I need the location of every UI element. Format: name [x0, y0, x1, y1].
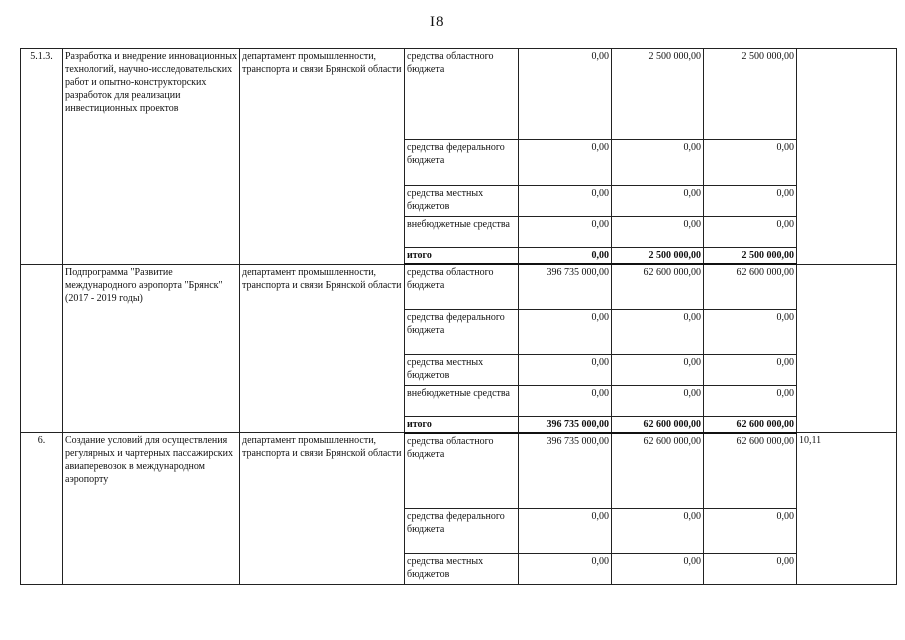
target-indicators: [797, 49, 897, 265]
amount-cell: 0,00: [612, 385, 704, 416]
amount-cell: 62 600 000,00: [612, 264, 704, 309]
amount-cell: 396 735 000,00: [519, 433, 612, 509]
amount-cell: 396 735 000,00: [519, 264, 612, 309]
funding-source: средства областного бюджета: [405, 49, 519, 140]
amount-cell: 2 500 000,00: [612, 248, 704, 265]
item-name: Разработка и внедрение инновационных технологий, научно-исследовательских работ и опытно-конструкторских разработок для реализации инвестиционных проектов: [63, 49, 240, 265]
target-indicators: [797, 264, 897, 433]
amount-cell: 0,00: [612, 140, 704, 186]
amount-cell: 0,00: [519, 140, 612, 186]
amount-cell: 0,00: [519, 309, 612, 354]
funding-source: средства федерального бюджета: [405, 309, 519, 354]
item-name: Создание условий для осуществления регулярных и чартерных пассажирских авиаперевозок в международном аэропорту: [63, 433, 240, 585]
amount-cell: 0,00: [704, 385, 797, 416]
amount-cell: 0,00: [519, 248, 612, 265]
amount-cell: 2 500 000,00: [704, 49, 797, 140]
item-number: 6.: [21, 433, 63, 585]
funding-source: итого: [405, 416, 519, 433]
funding-source: внебюджетные средства: [405, 385, 519, 416]
amount-cell: 0,00: [704, 509, 797, 554]
amount-cell: 0,00: [704, 186, 797, 217]
target-indicators: 10,11: [797, 433, 897, 585]
table-row: [21, 264, 897, 309]
item-executor: департамент промышленности, транспорта и связи Брянской области: [240, 49, 405, 265]
amount-cell: 0,00: [612, 554, 704, 585]
funding-source: средства местных бюджетов: [405, 554, 519, 585]
funding-source: средства местных бюджетов: [405, 354, 519, 385]
amount-cell: 62 600 000,00: [704, 433, 797, 509]
table-row: [21, 433, 897, 509]
amount-cell: 0,00: [519, 217, 612, 248]
funding-source: итого: [405, 248, 519, 265]
amount-cell: 0,00: [519, 509, 612, 554]
funding-source: средства федерального бюджета: [405, 509, 519, 554]
amount-cell: 0,00: [612, 309, 704, 354]
amount-cell: 62 600 000,00: [612, 433, 704, 509]
item-name: Подпрограмма "Развитие международного аэропорта "Брянск" (2017 - 2019 годы): [63, 264, 240, 433]
amount-cell: 0,00: [612, 217, 704, 248]
funding-source: средства федерального бюджета: [405, 140, 519, 186]
amount-cell: 0,00: [704, 140, 797, 186]
item-number: 5.1.3.: [21, 49, 63, 265]
funding-source: средства областного бюджета: [405, 433, 519, 509]
amount-cell: 0,00: [519, 385, 612, 416]
budget-table: [20, 48, 897, 585]
table-row: [21, 49, 897, 140]
amount-cell: 396 735 000,00: [519, 416, 612, 433]
amount-cell: 0,00: [612, 509, 704, 554]
amount-cell: 0,00: [704, 554, 797, 585]
amount-cell: 0,00: [612, 186, 704, 217]
amount-cell: 0,00: [519, 554, 612, 585]
amount-cell: 62 600 000,00: [704, 264, 797, 309]
amount-cell: 0,00: [519, 354, 612, 385]
funding-source: средства местных бюджетов: [405, 186, 519, 217]
amount-cell: 0,00: [704, 354, 797, 385]
item-executor: департамент промышленности, транспорта и связи Брянской области: [240, 264, 405, 433]
page-number: I8: [430, 14, 445, 30]
item-executor: департамент промышленности, транспорта и связи Брянской области: [240, 433, 405, 585]
amount-cell: 0,00: [519, 49, 612, 140]
funding-source: средства областного бюджета: [405, 264, 519, 309]
amount-cell: 2 500 000,00: [704, 248, 797, 265]
amount-cell: 0,00: [612, 354, 704, 385]
amount-cell: 2 500 000,00: [612, 49, 704, 140]
amount-cell: 62 600 000,00: [704, 416, 797, 433]
amount-cell: 0,00: [704, 309, 797, 354]
amount-cell: 0,00: [704, 217, 797, 248]
amount-cell: 0,00: [519, 186, 612, 217]
funding-source: внебюджетные средства: [405, 217, 519, 248]
item-number: [21, 264, 63, 433]
amount-cell: 62 600 000,00: [612, 416, 704, 433]
